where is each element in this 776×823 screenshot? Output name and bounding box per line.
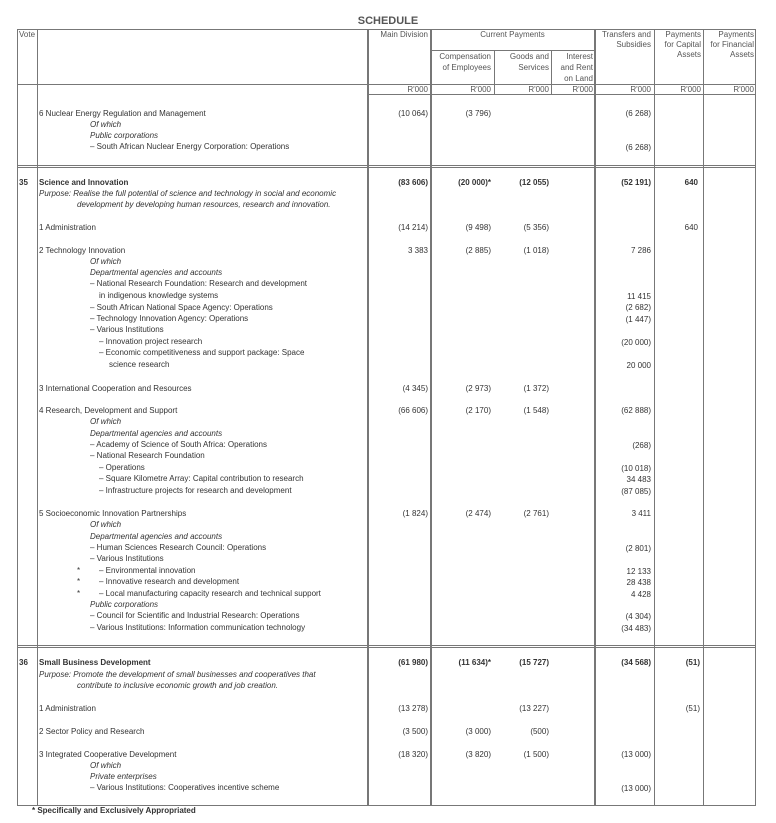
col-divider-main-2 <box>431 29 432 806</box>
units-goods: R'000 <box>528 85 549 94</box>
vote-capital-total: (51) <box>685 658 700 667</box>
category-label: Departmental agencies and accounts <box>90 532 223 541</box>
compensation-value: (3 796) <box>465 109 491 118</box>
main-division-value: (4 345) <box>402 384 428 393</box>
entity-label: – South African Nuclear Energy Corporation: Operations <box>90 142 290 151</box>
transfers-value: 11 415 <box>627 292 651 301</box>
entity-label: – National Research Foundation: Research and development <box>90 279 308 288</box>
header-capital-2: for Capital <box>664 40 701 49</box>
main-division-value: (10 064) <box>398 109 428 118</box>
programme-label: 3 International Cooperation and Resources <box>39 384 192 393</box>
compensation-value: (2 973) <box>465 384 491 393</box>
transfers-value: (34 483) <box>621 624 651 633</box>
vote-number: 35 <box>19 178 28 187</box>
col-divider-vote <box>37 29 38 806</box>
transfers-value: (268) <box>632 441 651 450</box>
col-divider-capital <box>703 29 704 806</box>
category-label: Private enterprises <box>90 772 157 781</box>
programme-label: 4 Research, Development and Support <box>39 406 178 415</box>
entity-label: – National Research Foundation <box>90 451 205 460</box>
entity-label: – Economic competitiveness and support package: Space <box>99 348 305 357</box>
entity-label: – Square Kilometre Array: Capital contribution to research <box>99 474 304 483</box>
goods-value: (1 372) <box>523 384 549 393</box>
entity-label: – Innovation project research <box>99 337 203 346</box>
purpose-line: Purpose: Realise the full potential of science and technology in social and economic <box>39 189 337 198</box>
vote-main-total: (83 606) <box>398 178 428 187</box>
main-division-value: (14 214) <box>398 223 428 232</box>
header-capital-1: Payments <box>665 30 701 39</box>
header-goods-1: Goods and <box>509 52 549 61</box>
header-interest-3: on Land <box>564 74 593 83</box>
category-label: Departmental agencies and accounts <box>90 268 223 277</box>
vote-transfers-total: (52 191) <box>621 178 651 187</box>
vote-36-separator <box>17 645 756 648</box>
appropriation-mark: * <box>77 566 81 575</box>
transfers-value: (2 801) <box>625 544 651 553</box>
transfers-value: (2 682) <box>625 303 651 312</box>
vote-goods-total: (15 727) <box>519 658 549 667</box>
main-division-value: (13 278) <box>398 704 428 713</box>
programme-label: 2 Sector Policy and Research <box>39 727 145 736</box>
main-division-value: (18 320) <box>398 750 428 759</box>
of-which-label: Of which <box>90 520 122 529</box>
goods-value: (1 018) <box>523 246 549 255</box>
entity-label: – Various Institutions <box>90 554 164 563</box>
of-which-label: Of which <box>90 120 122 129</box>
header-interest-2: and Rent <box>560 63 593 72</box>
entity-label: – Council for Scientific and Industrial Research: Operations <box>90 611 300 620</box>
compensation-value: (3 000) <box>465 727 491 736</box>
programme-label: 1 Administration <box>39 223 96 232</box>
header-financial-1: Payments <box>718 30 754 39</box>
units-transfers: R'000 <box>630 85 651 94</box>
entity-label: – Local manufacturing capacity research and technical support <box>99 589 321 598</box>
entity-label: – Academy of Science of South Africa: Operations <box>90 440 267 449</box>
transfers-value: 12 133 <box>626 567 651 576</box>
header-comp-1: Compensation <box>439 52 491 61</box>
capital-value: (51) <box>685 704 700 713</box>
of-which-label: Of which <box>90 761 122 770</box>
of-which-label: Of which <box>90 417 122 426</box>
entity-label: – Various Institutions: Cooperatives incentive scheme <box>90 783 280 792</box>
vote-name: Small Business Development <box>39 658 151 667</box>
transfers-value: 7 286 <box>630 246 651 255</box>
entity-label: – Technology Innovation Agency: Operations <box>90 314 249 323</box>
compensation-value: (9 498) <box>465 223 491 232</box>
header-capital-3: Assets <box>676 50 701 59</box>
header-goods-2: Services <box>518 63 549 72</box>
transfers-value: 20 000 <box>626 361 651 370</box>
units-financial: R'000 <box>733 85 754 94</box>
transfers-value: (6 268) <box>625 109 651 118</box>
compensation-value: (2 474) <box>465 509 491 518</box>
programme-label: 3 Integrated Cooperative Development <box>39 750 177 759</box>
entity-label: science research <box>109 360 170 369</box>
entity-label: – Environmental innovation <box>99 566 196 575</box>
capital-value: 640 <box>684 223 698 232</box>
units-interest: R'000 <box>572 85 593 94</box>
transfers-value: (4 304) <box>625 612 651 621</box>
appropriation-mark: * <box>77 577 81 586</box>
transfers-value: 28 438 <box>626 578 651 587</box>
main-division-value: (3 500) <box>402 727 428 736</box>
main-division-value: 3 383 <box>407 246 428 255</box>
footnote: * Specifically and Exclusively Appropriated <box>32 806 196 815</box>
transfers-value: (6 268) <box>625 143 651 152</box>
programme-label: 1 Administration <box>39 704 96 713</box>
purpose-line: development by developing human resources, research and innovation. <box>77 200 331 209</box>
goods-value: (2 761) <box>523 509 549 518</box>
vote-number: 36 <box>19 658 28 667</box>
goods-value: (500) <box>530 727 549 736</box>
programme-label: 5 Socioeconomic Innovation Partnerships <box>39 509 187 518</box>
current-payments-underline <box>431 50 594 51</box>
transfers-value: (20 000) <box>621 338 651 347</box>
vote-35-separator <box>17 165 756 168</box>
entity-label: – Innovative research and development <box>99 577 240 586</box>
entity-label: – Infrastructure projects for research and development <box>99 486 292 495</box>
header-transfers-1: Transfers and <box>601 30 651 39</box>
entity-label: – Various Institutions <box>90 325 164 334</box>
purpose-line: contribute to inclusive economic growth and job creation. <box>77 681 278 690</box>
col-divider-transfers <box>654 29 655 806</box>
appropriation-mark: * <box>77 589 81 598</box>
category-label: Departmental agencies and accounts <box>90 429 223 438</box>
compensation-value: (2 170) <box>465 406 491 415</box>
header-vote: Vote <box>19 30 36 39</box>
transfers-value: 34 483 <box>626 475 651 484</box>
entity-label: – Human Sciences Research Council: Operations <box>90 543 267 552</box>
goods-value: (1 548) <box>523 406 549 415</box>
compensation-value: (3 820) <box>465 750 491 759</box>
transfers-value: (10 018) <box>621 464 651 473</box>
units-capital: R'000 <box>680 85 701 94</box>
of-which-label: Of which <box>90 257 122 266</box>
header-comp-2: of Employees <box>442 63 491 72</box>
vote-main-total: (61 980) <box>398 658 428 667</box>
entity-label: in indigenous knowledge systems <box>99 291 219 300</box>
transfers-value: (1 447) <box>625 315 651 324</box>
main-division-value: (66 606) <box>398 406 428 415</box>
schedule-title: SCHEDULE <box>357 15 419 27</box>
header-current-payments: Current Payments <box>480 30 545 39</box>
programme-label: 6 Nuclear Energy Regulation and Management <box>39 109 206 118</box>
units-comp: R'000 <box>470 85 491 94</box>
vote-name: Science and Innovation <box>39 178 129 187</box>
vote-comp-total: (20 000)* <box>458 178 491 187</box>
transfers-value: 4 428 <box>630 590 651 599</box>
vote-transfers-total: (34 568) <box>621 658 651 667</box>
category-label: Public corporations <box>90 131 159 140</box>
transfers-value: (13 000) <box>621 784 651 793</box>
transfers-value: 3 411 <box>631 509 651 518</box>
goods-value: (1 500) <box>523 750 549 759</box>
entity-label: – South African National Space Agency: Operations <box>90 303 273 312</box>
header-transfers-2: Subsidies <box>616 40 651 49</box>
goods-value: (5 356) <box>523 223 549 232</box>
transfers-value: (87 085) <box>621 487 651 496</box>
main-division-value: (1 824) <box>402 509 428 518</box>
programme-label: 2 Technology Innovation <box>39 246 126 255</box>
vote-comp-total: (11 634)* <box>458 658 491 667</box>
vote-capital-total: 640 <box>684 178 698 187</box>
units-main: R'000 <box>407 85 428 94</box>
vote-goods-total: (12 055) <box>519 178 549 187</box>
col-divider-description-2 <box>368 29 369 806</box>
goods-value: (13 227) <box>519 704 549 713</box>
compensation-value: (2 885) <box>465 246 491 255</box>
category-label: Public corporations <box>90 600 159 609</box>
transfers-value: (13 000) <box>621 750 651 759</box>
header-financial-2: for Financial <box>710 40 754 49</box>
entity-label: – Operations <box>99 463 145 472</box>
entity-label: – Various Institutions: Information communication technology <box>90 623 306 632</box>
header-main-division: Main Division <box>380 30 428 39</box>
header-financial-3: Assets <box>729 50 754 59</box>
purpose-line: Purpose: Promote the development of small businesses and cooperatives that <box>39 670 316 679</box>
header-interest-1: Interest <box>566 52 593 61</box>
transfers-value: (62 888) <box>621 406 651 415</box>
